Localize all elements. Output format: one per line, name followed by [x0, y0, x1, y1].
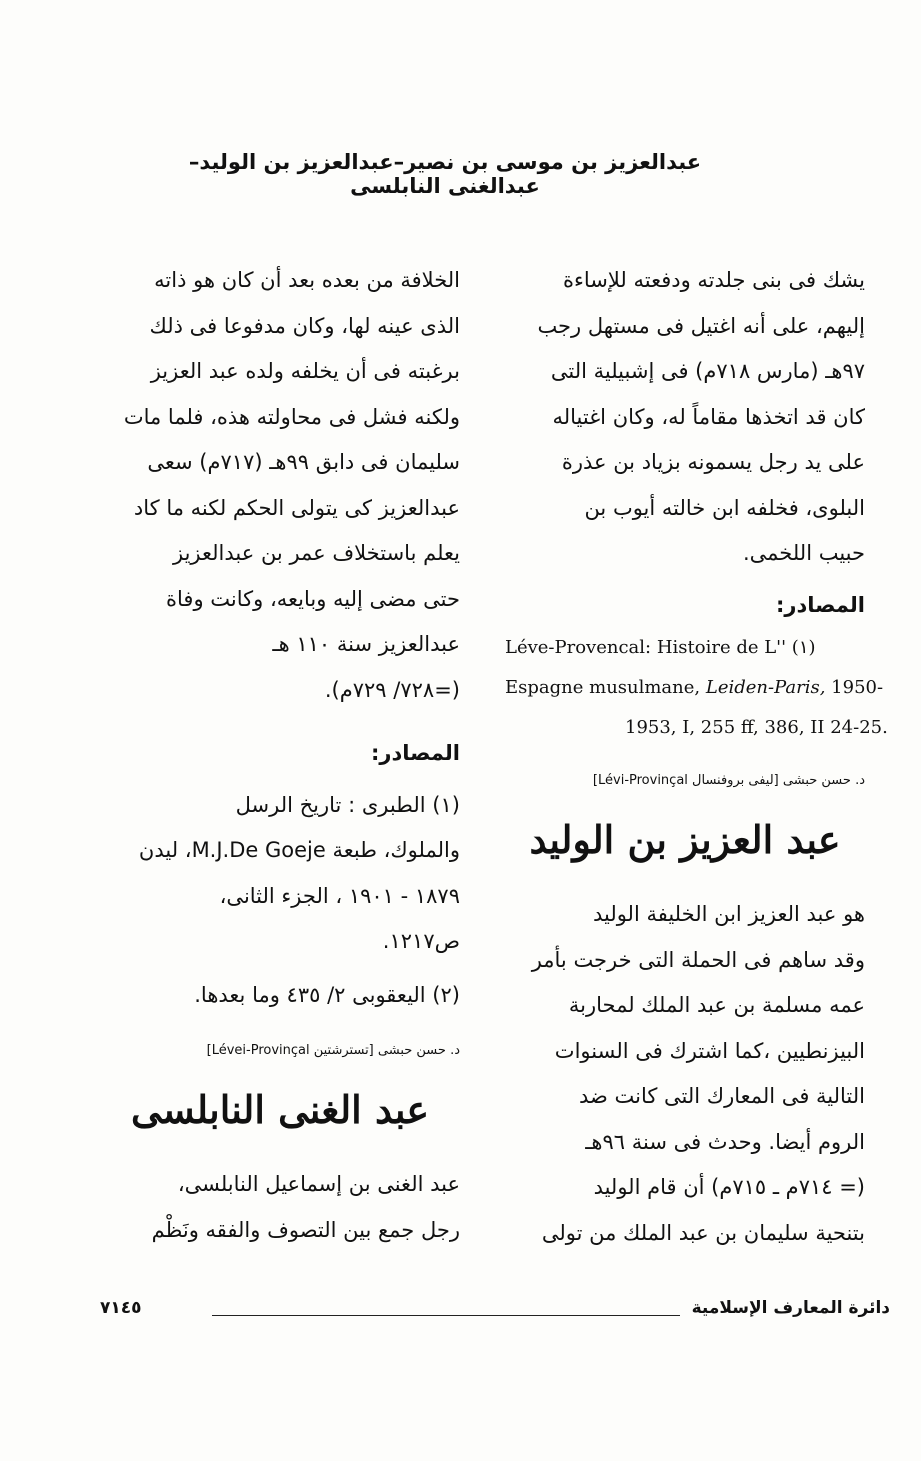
text-line: عبدالعزيز سنة ١١٠ هـ	[272, 632, 460, 656]
text-line: ولكنه فشل فى محاولته هذه، فلما مات	[123, 404, 460, 429]
text-line: Léve-Provencal: Histoire de L'' (١)	[505, 637, 816, 658]
text-line: برغبته فى أن يخلفه ولده عبد العزيز	[150, 359, 460, 383]
page-number: ٧١٤٥	[100, 1298, 142, 1318]
sources-heading: المصادر:	[370, 741, 460, 765]
text-line: ٩٧هـ (مارس ٧١٨م) فى إشبيلية التى	[550, 359, 865, 383]
left-column	[100, 258, 460, 1253]
article-title: عبد الغنى النابلسى	[130, 1087, 430, 1132]
text-line	[505, 668, 884, 708]
text-segment: 1950-	[825, 677, 884, 698]
source-item: (١) الطبرى : تاريخ الرسل	[235, 792, 460, 817]
footer-rule	[212, 1315, 680, 1316]
encyclopedia-title: دائرة المعارف الإسلامية	[691, 1298, 890, 1318]
sources-list	[100, 783, 460, 1019]
text-line: ١٨٧٩ - ١٩٠١ ، الجزء الثانى،	[219, 883, 460, 908]
text-line: بتنحية سليمان بن عبد الملك من تولى	[541, 1220, 865, 1245]
text-line: التالية فى المعارك التى كانت ضد	[578, 1084, 865, 1108]
running-header: عبدالعزيز بن موسى بن نصير–عبدالعزيز بن الوليد–عبدالغنى النابلسى	[188, 150, 702, 198]
text-line: الخلافة من بعده بعد أن كان هو ذاته	[154, 268, 460, 292]
text-line: رجل جمع بين التصوف والفقه ونَظْم	[151, 1217, 460, 1242]
text-line: سليمان فى دابق ٩٩هـ (٧١٧م) سعى	[147, 450, 460, 474]
text-line: الذى عينه لها، وكان مدفوعا فى ذلك	[149, 313, 460, 338]
source-item: (٢) اليعقوبى ٢/ ٤٣٥ وما بعدها.	[194, 982, 460, 1007]
text-segment: Espagne musulmane,	[505, 677, 706, 698]
text-line: والملوك، طبعة M.J.De Goeje، ليدن	[138, 838, 460, 862]
text-line: هو عبد العزيز ابن الخليفة الوليد	[592, 902, 865, 926]
text-line: حتى مضى إليه وبايعه، وكانت وفاة	[166, 586, 460, 611]
page-footer	[100, 1298, 890, 1328]
text-line: إليهم، على أنه اغتيل فى مستهل رجب	[537, 313, 865, 338]
text-line: يعلم باستخلاف عمر بن عبدالعزيز	[173, 541, 460, 565]
text-line: كان قد اتخذها مقاماً له، وكان اغتياله	[552, 404, 865, 429]
text-line: 1953, I, 255 ff, 386, II 24-25.	[625, 717, 888, 738]
text-line: ص١٢١٧.	[382, 929, 460, 953]
text-line: عمه مسلمة بن عبد الملك لمحاربة	[568, 993, 865, 1017]
source-reference-latin	[505, 628, 888, 748]
text-line: (= ٧١٤م ـ ٧١٥م) أن قام الوليد	[593, 1175, 865, 1199]
article-paragraph	[100, 258, 460, 713]
text-line: الروم أيضا. وحدث فى سنة ٩٦هـ	[585, 1129, 865, 1154]
paragraph-ending-previous-article	[505, 258, 865, 577]
text-line: على يد رجل يسمونه بزياد بن عذرة	[561, 450, 865, 474]
text-line: البلوى، فخلفه ابن خالته أيوب بن	[584, 495, 865, 520]
article-paragraph	[100, 1162, 460, 1253]
text-line: عبد الغنى بن إسماعيل النابلسى،	[177, 1172, 460, 1196]
text-line: عبدالعزيز كى يتولى الحكم لكنه ما كاد	[133, 495, 460, 520]
article-title: عبد العزيز بن الوليد	[529, 817, 841, 862]
author-credit: د. حسن حبشى [ليفى بروفنسال Lévi-Provinçal]	[592, 773, 865, 788]
author-credit: د. حسن حبشى [تسترشتين Lévei-Provinçal]	[206, 1043, 460, 1058]
right-column	[505, 258, 888, 1256]
article-paragraph	[505, 892, 865, 1256]
italic-segment: Leiden-Paris,	[705, 677, 826, 698]
text-line: يشك فى بنى جلدته ودفعته للإساءة	[563, 268, 865, 292]
text-line: وقد ساهم فى الحملة التى خرجت بأمر	[531, 947, 865, 972]
text-line: البيزنطيين ،كما اشترك فى السنوات	[554, 1038, 865, 1063]
text-line: (=٧٢٨/ ٧٢٩م).	[324, 677, 460, 702]
text-line: حبيب اللخمى.	[742, 541, 865, 565]
sources-heading: المصادر:	[775, 592, 865, 617]
